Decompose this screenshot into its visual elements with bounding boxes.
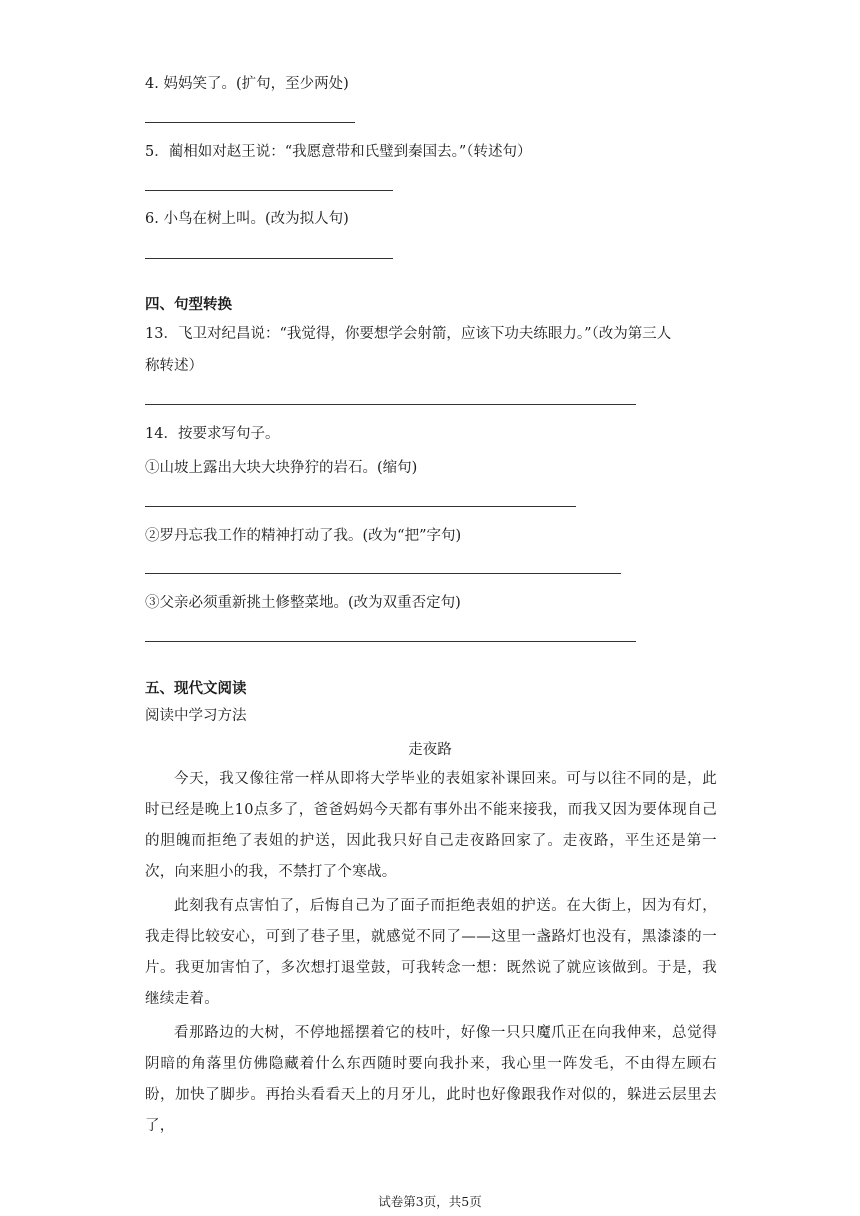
question-14-2: ②罗丹忘我工作的精神打动了我。(改为“把”字句) xyxy=(145,528,462,544)
section-4-heading: 四、句型转换 xyxy=(145,297,232,313)
answer-line-14-2[interactable] xyxy=(145,573,621,574)
article-paragraph-1: 今天，我又像往常一样从即将大学毕业的表姐家补课回来。可与以往不同的是，此时已经是晚上10点多了，爸爸妈妈今天都有事外出不能来接我，而我又因为要体现自己的胆魄而拒绝了表姐的护送，因此我只好自己走夜路回家了。走夜路，平生还是第一次，向来胆小的我，不禁打了个寒战。 xyxy=(145,771,717,880)
question-13-line-2: 称转述） xyxy=(145,358,203,374)
section-5-subheading: 阅读中学习方法 xyxy=(145,708,247,724)
answer-line-4[interactable] xyxy=(145,122,355,123)
question-4: 4. 妈妈笑了。(扩句，至少两处) xyxy=(145,76,349,92)
answer-line-14-1[interactable] xyxy=(145,506,576,507)
question-14-1: ①山坡上露出大块大块狰狞的岩石。(缩句) xyxy=(145,460,418,476)
answer-line-5[interactable] xyxy=(145,190,393,191)
answer-line-14-3[interactable] xyxy=(145,641,636,642)
page-footer: 试卷第3页，共5页 xyxy=(378,1194,482,1209)
question-13-line-1: 13．飞卫对纪昌说：“我觉得，你要想学会射箭，应该下功夫练眼力。”（改为第三人 xyxy=(145,326,672,342)
article-paragraph-3: 看那路边的大树，不停地摇摆着它的枝叶，好像一只只魔爪正在向我伸来，总觉得阴暗的角落里仿佛隐藏着什么东西随时要向我扑来，我心里一阵发毛，不由得左顾右盼，加快了脚步。再抬头看看天上的月牙儿，此时也好像跟我作对似的，躲进云层里去了， xyxy=(145,1025,717,1134)
section-5-heading: 五、现代文阅读 xyxy=(145,681,247,697)
article-title: 走夜路 xyxy=(408,742,452,758)
answer-line-6[interactable] xyxy=(145,258,393,259)
question-14: 14．按要求写句子。 xyxy=(145,426,280,442)
answer-line-13[interactable] xyxy=(145,404,636,405)
question-14-3: ③父亲必须重新挑土修整菜地。(改为双重否定句) xyxy=(145,595,461,611)
question-6: 6. 小鸟在树上叫。(改为拟人句) xyxy=(145,211,349,227)
question-5: 5．蔺相如对赵王说：“我愿意带和氏璧到秦国去。”（转述句） xyxy=(145,144,532,160)
article-paragraph-2: 此刻我有点害怕了，后悔自己为了面子而拒绝表姐的护送。在大街上，因为有灯，我走得比较安心，可到了巷子里，就感觉不同了——这里一盏路灯也没有，黑漆漆的一片。我更加害怕了，多次想打退堂鼓，可我转念一想：既然说了就应该做到。于是，我继续走着。 xyxy=(145,898,717,1007)
